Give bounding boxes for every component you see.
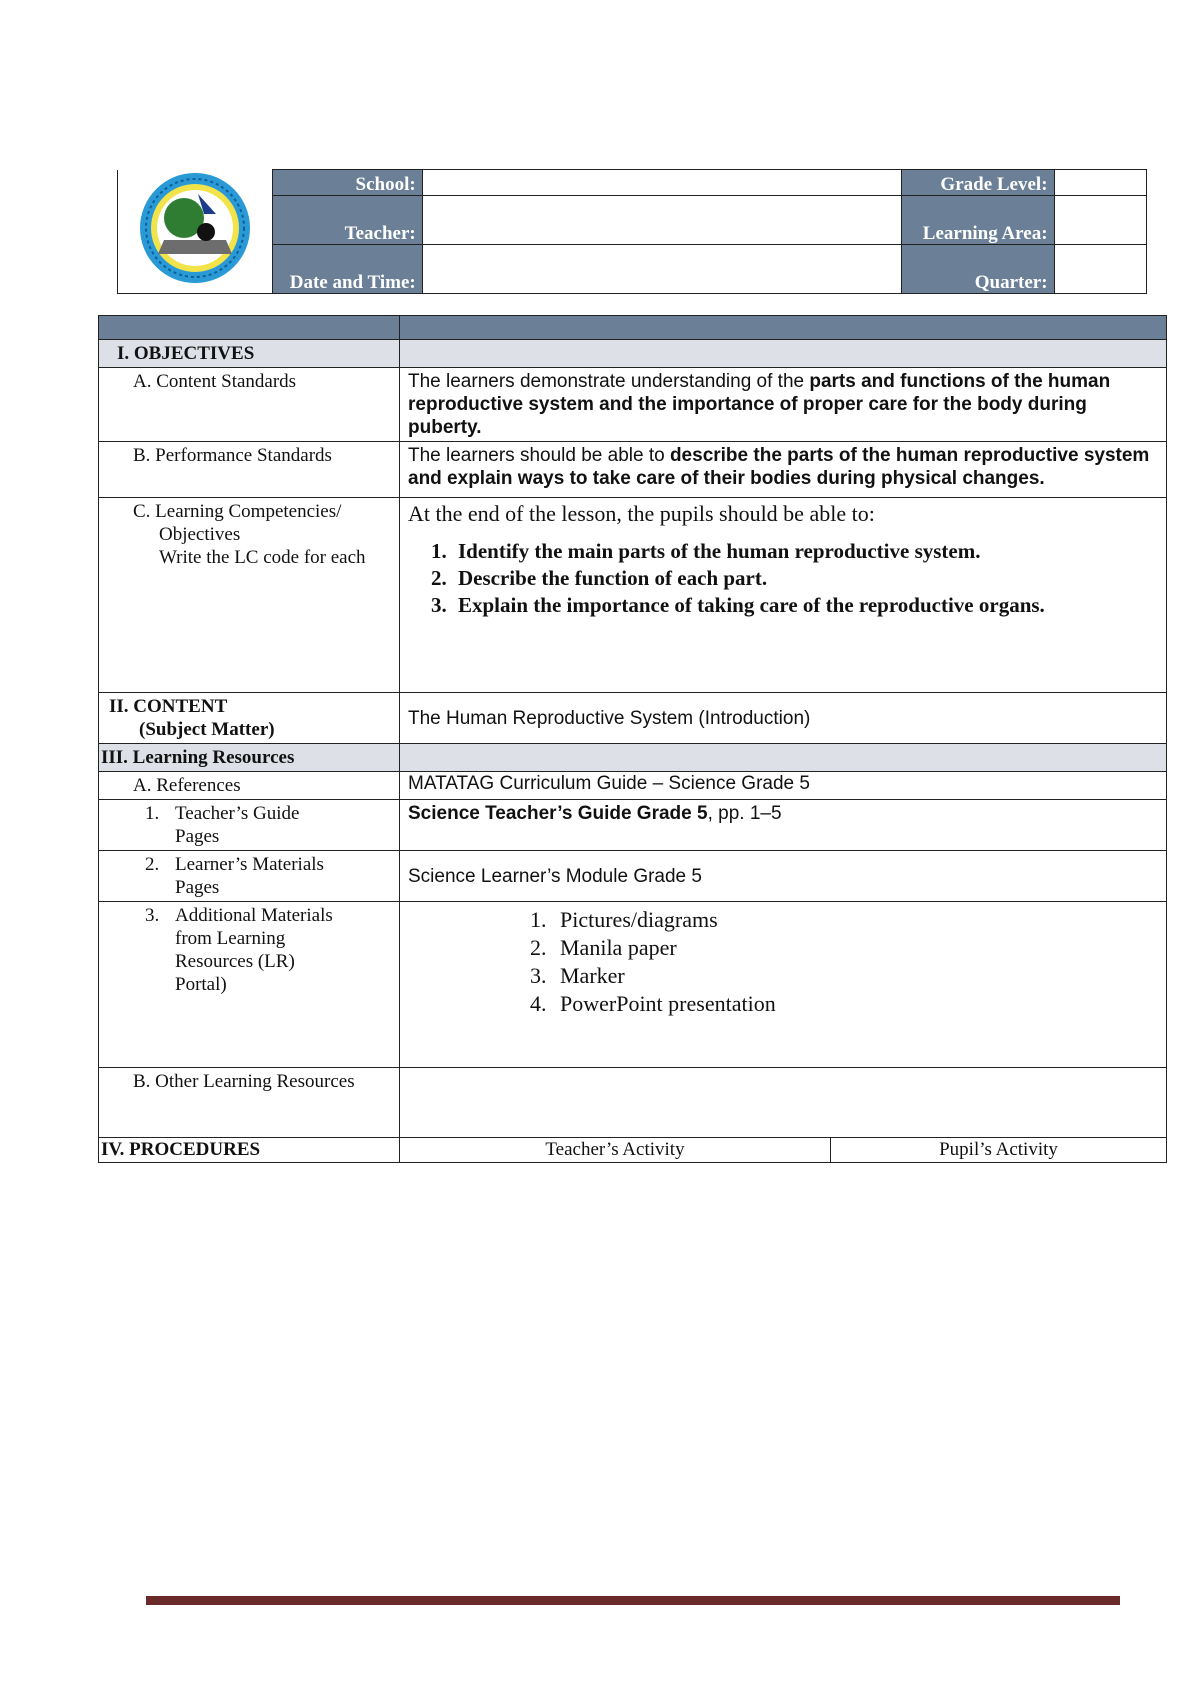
learning-area-label: Learning Area: (902, 196, 1054, 245)
grade-level-label: Grade Level: (902, 170, 1054, 196)
procedures-row (99, 1138, 1167, 1163)
content-standards-label: A. Content Standards (99, 368, 400, 442)
material-item: 3. Marker (552, 962, 1158, 990)
competency-item: 2. Describe the function of each part. (452, 565, 1158, 592)
competencies-cell[interactable] (400, 498, 1167, 693)
competencies-label-line3: Write the LC code for each (159, 547, 366, 568)
references-label: A. References (99, 772, 400, 800)
procedures-heading: IV. PROCEDURES (99, 1138, 400, 1163)
learners-materials-row (99, 851, 1167, 902)
content-standards-emphasis: parts and functions of the human reproductive system and the importance of proper care for the body during puberty. (408, 371, 1111, 438)
college-seal-icon (134, 170, 256, 286)
references-value[interactable]: MATATAG Curriculum Guide – Science Grade 5 (400, 772, 1167, 800)
teachers-guide-title: Science Teacher’s Guide Grade 5 (408, 803, 708, 824)
competencies-label-line1: C. Learning Competencies/ (133, 501, 342, 522)
lesson-plan-table (98, 315, 1167, 1163)
competencies-intro: At the end of the lesson, the pupils should be able to: (408, 501, 875, 526)
teacher-activity-header: Teacher’s Activity (400, 1138, 831, 1163)
competencies-label (99, 498, 400, 693)
learners-materials-text: Learner’s Materials Pages (175, 854, 324, 898)
school-label: School: (273, 170, 422, 196)
performance-standards-intro: The learners should be able to (408, 445, 670, 466)
competency-item: 1. Identify the main parts of the human reproductive system. (452, 538, 1158, 565)
additional-materials-text: Additional Materials from Learning Resources (LR) Portal) (175, 905, 333, 995)
material-item: 1. Pictures/diagrams (552, 906, 1158, 934)
competencies-list (408, 538, 1158, 619)
school-logo (118, 170, 273, 294)
additional-materials-label (99, 902, 400, 1068)
material-item: 4. PowerPoint presentation (552, 990, 1158, 1018)
learning-area-field[interactable] (1054, 196, 1146, 245)
grade-level-field[interactable] (1054, 170, 1146, 196)
content-row (99, 693, 1167, 744)
material-item: 2. Manila paper (552, 934, 1158, 962)
content-value[interactable]: The Human Reproductive System (Introduction) (400, 693, 1167, 744)
additional-materials-row (99, 902, 1167, 1068)
other-resources-label: B. Other Learning Resources (99, 1068, 400, 1138)
competency-item: 3. Explain the importance of taking care of the reproductive organs. (452, 592, 1158, 619)
content-standards-row (99, 368, 1167, 442)
resources-heading-row (99, 744, 1167, 772)
additional-materials-cell[interactable] (400, 902, 1167, 1068)
learners-materials-value[interactable]: Science Learner’s Module Grade 5 (400, 851, 1167, 902)
teachers-guide-label (99, 800, 400, 851)
top-band-row (99, 316, 1167, 340)
school-field[interactable] (422, 170, 901, 196)
content-heading-line1: II. CONTENT (109, 696, 228, 717)
performance-standards-row (99, 442, 1167, 498)
objectives-heading-row (99, 340, 1167, 368)
content-heading (99, 693, 400, 744)
quarter-label: Quarter: (902, 245, 1054, 294)
content-standards-text[interactable] (400, 368, 1167, 442)
teachers-guide-row (99, 800, 1167, 851)
materials-list (408, 906, 1158, 1018)
additional-materials-number: 3. (145, 905, 160, 926)
header-info-table (117, 169, 1147, 294)
performance-standards-text[interactable] (400, 442, 1167, 498)
pupil-activity-header: Pupil’s Activity (831, 1138, 1167, 1163)
content-standards-intro: The learners demonstrate understanding of the (408, 371, 810, 392)
teacher-label: Teacher: (273, 196, 422, 245)
teachers-guide-pages: , pp. 1–5 (707, 803, 782, 824)
teachers-guide-number: 1. (145, 803, 160, 824)
teachers-guide-text: Teacher’s Guide Pages (175, 803, 300, 847)
objectives-heading: I. OBJECTIVES (99, 340, 400, 368)
teacher-field[interactable] (422, 196, 901, 245)
quarter-field[interactable] (1054, 245, 1146, 294)
references-row (99, 772, 1167, 800)
content-heading-line2: (Subject Matter) (139, 719, 275, 740)
other-resources-row (99, 1068, 1167, 1138)
learners-materials-number: 2. (145, 854, 160, 875)
date-time-field[interactable] (422, 245, 901, 294)
teachers-guide-value[interactable] (400, 800, 1167, 851)
footer-bar (146, 1596, 1120, 1605)
resources-heading: III. Learning Resources (99, 744, 400, 772)
competencies-row (99, 498, 1167, 693)
performance-standards-emphasis: describe the parts of the human reproductive system and explain ways to take care of their bodies during physical changes. (408, 445, 1150, 489)
competencies-label-line2: Objectives (159, 524, 241, 545)
learners-materials-label (99, 851, 400, 902)
performance-standards-label: B. Performance Standards (99, 442, 400, 498)
other-resources-value[interactable] (400, 1068, 1167, 1138)
date-time-label: Date and Time: (273, 245, 422, 294)
